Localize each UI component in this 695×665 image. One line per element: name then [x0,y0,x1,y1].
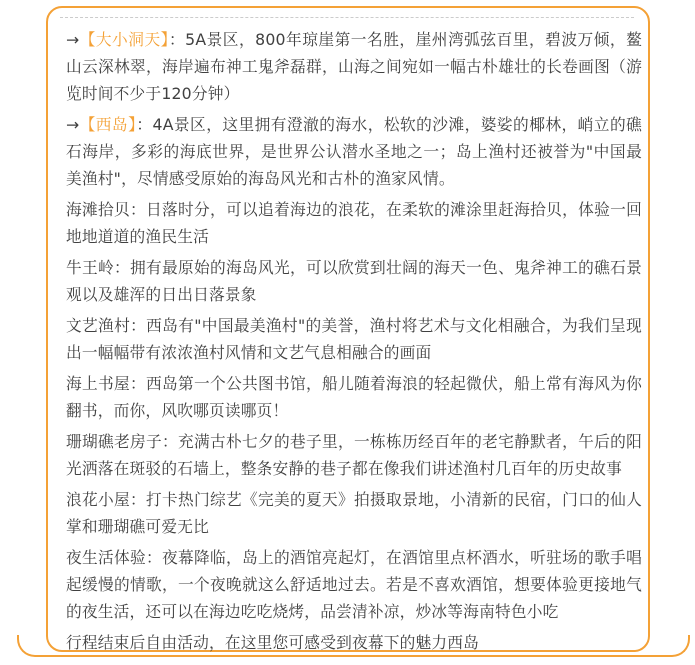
paragraph-niuwangling: 牛王岭：拥有最原始的海岛风光，可以欣赏到壮阔的海天一色、鬼斧神工的礁石景观以及雄浑的日出日落景象 [66,258,642,304]
attraction-name: 【西岛】 [79,115,137,134]
paragraph-free-activity: 行程结束后自由活动，在这里您可感受到夜幕下的魅力西岛 [66,633,480,652]
paragraph-attraction-xidao [66,111,642,192]
itinerary-card [46,6,650,652]
attraction-description: ：5A景区，800年琼崖第一名胜，崖州湾弧弦百里，碧波万倾，鳌山云深林翠，海岸遍布神工鬼斧磊群，山海之间宛如一幅古朴雄壮的长卷画图（游览时间不少于120分钟） [66,30,642,103]
paragraph-artistic-fishing-village: 文艺渔村：西岛有"中国最美渔村"的美誉，渔村将艺术与文化相融合，为我们呈现出一幅幅带有浓浓渔村风情和文艺气息相融合的画面 [66,316,642,362]
arrow-icon: → [66,115,80,134]
paragraph-wave-cottage: 浪花小屋：打卡热门综艺《完美的夏天》拍摄取景地，小清新的民宿，门口的仙人掌和珊瑚礁可爱无比 [66,490,642,536]
attraction-description: ：4A景区，这里拥有澄澈的海水，松软的沙滩，婆娑的椰林，峭立的礁石海岸，多彩的海底世界，是世界公认潜水圣地之一；岛上渔村还被誉为"中国最美渔村"，尽情感受原始的海岛风光和古朴的渔家风情。 [66,115,642,188]
attraction-name: 【大小洞天】 [79,30,169,49]
paragraph-coral-old-houses: 珊瑚礁老房子：充满古朴七夕的巷子里，一栋栋历经百年的老宅静默者，午后的阳光洒落在斑驳的石墙上，整条安静的巷子都在像我们讲述渔村几百年的历史故事 [66,432,642,478]
paragraph-attraction-daxiaodongtian [66,26,642,107]
arrow-icon: → [66,30,80,49]
itinerary-text [48,8,648,660]
paragraph-nightlife: 夜生活体验：夜幕降临，岛上的酒馆亮起灯，在酒馆里点杯酒水，听驻场的歌手唱起缓慢的情歌，一个夜晚就这么舒适地过去。若是不喜欢酒馆，想要体验更接地气的夜生活，还可以在海边吃吃烧烤，品尝清补凉，炒冰等海南特色小吃 [66,548,642,621]
paragraph-beach-shelling: 海滩拾贝：日落时分，可以追着海边的浪花，在柔软的滩涂里赶海拾贝，体验一回地地道道的渔民生活 [66,200,642,246]
paragraph-sea-bookhouse: 海上书屋：西岛第一个公共图书馆，船儿随着海浪的轻起微伏，船上常有海风为你翻书，而你，风吹哪页读哪页！ [66,374,642,420]
